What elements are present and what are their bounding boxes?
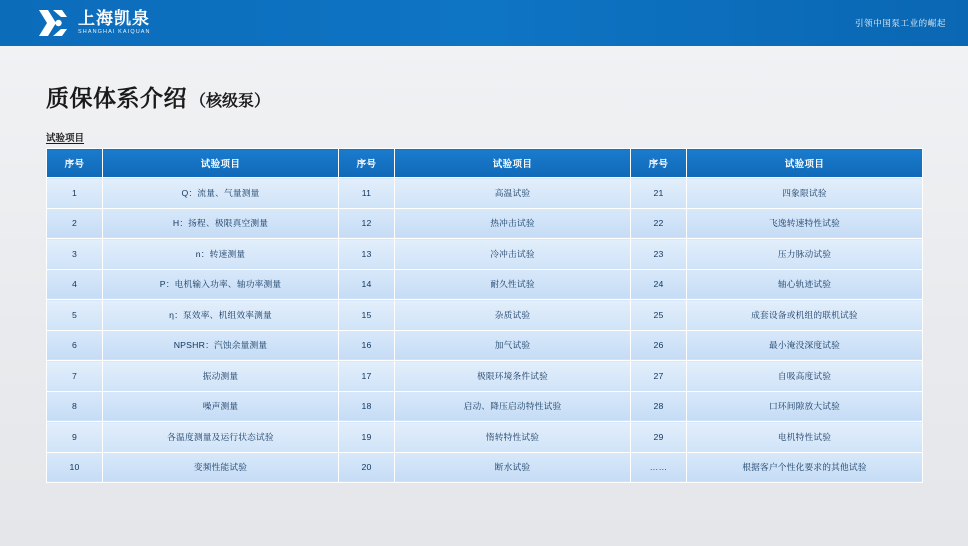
page-title (46, 80, 270, 113)
test-items-table (46, 148, 923, 483)
table-cell: 22 (631, 208, 687, 239)
table-cell: 23 (631, 239, 687, 270)
table-cell: 26 (631, 330, 687, 361)
table-row (47, 208, 923, 239)
table-cell: H：扬程、极限真空测量 (103, 208, 339, 239)
table-cell: 8 (47, 391, 103, 422)
table-cell: 29 (631, 422, 687, 453)
table-cell: 高温试验 (395, 178, 631, 209)
table-cell: 杂质试验 (395, 300, 631, 331)
table-cell: 启动、降压启动特性试验 (395, 391, 631, 422)
table-cell: 4 (47, 269, 103, 300)
table-cell: 15 (339, 300, 395, 331)
table-cell: 6 (47, 330, 103, 361)
table-row (47, 361, 923, 392)
table-cell: 13 (339, 239, 395, 270)
table-header-cell: 序号 (631, 149, 687, 178)
table-cell: 四象限试验 (687, 178, 923, 209)
page-title-sub: （核级泵） (190, 93, 271, 110)
table-cell: 1 (47, 178, 103, 209)
table-cell: 冷冲击试验 (395, 239, 631, 270)
table-cell: 7 (47, 361, 103, 392)
table-row (47, 300, 923, 331)
table-cell: 口环间隙放大试验 (687, 391, 923, 422)
header-slogan: 引领中国泵工业的崛起 (854, 18, 946, 28)
page-title-main: 质保体系介绍 (46, 85, 187, 111)
table-cell: 加气试验 (395, 330, 631, 361)
table-cell: 9 (47, 422, 103, 453)
test-items-table-wrapper (46, 148, 922, 483)
table-row (47, 178, 923, 209)
table-header-cell: 试验项目 (103, 149, 339, 178)
kaiquan-logo-icon (36, 7, 70, 39)
logo-english-name: SHANGHAI KAIQUAN (78, 29, 151, 35)
table-cell: 25 (631, 300, 687, 331)
table-cell: 压力脉动试验 (687, 239, 923, 270)
table-row (47, 391, 923, 422)
table-cell: 27 (631, 361, 687, 392)
table-cell: …… (631, 452, 687, 483)
table-cell: 17 (339, 361, 395, 392)
table-cell: 惰转特性试验 (395, 422, 631, 453)
table-cell: 12 (339, 208, 395, 239)
table-cell: 最小淹没深度试验 (687, 330, 923, 361)
table-row (47, 239, 923, 270)
page-header (0, 0, 968, 46)
table-cell: 热冲击试验 (395, 208, 631, 239)
table-cell: 电机特性试验 (687, 422, 923, 453)
table-cell: 断水试验 (395, 452, 631, 483)
table-cell: 变频性能试验 (103, 452, 339, 483)
table-cell: 10 (47, 452, 103, 483)
table-cell: 18 (339, 391, 395, 422)
table-cell: 振动测量 (103, 361, 339, 392)
table-cell: 21 (631, 178, 687, 209)
table-cell: 自吸高度试验 (687, 361, 923, 392)
table-cell: 5 (47, 300, 103, 331)
table-cell: 20 (339, 452, 395, 483)
table-cell: 轴心轨迹试验 (687, 269, 923, 300)
table-cell: η：泵效率、机组效率测量 (103, 300, 339, 331)
table-header-cell: 试验项目 (687, 149, 923, 178)
section-label: 试验项目 (46, 133, 85, 144)
table-cell: 极限环境条件试验 (395, 361, 631, 392)
table-cell: 28 (631, 391, 687, 422)
table-cell: 成套设备或机组的联机试验 (687, 300, 923, 331)
table-cell: 3 (47, 239, 103, 270)
table-row (47, 422, 923, 453)
table-header-cell: 序号 (47, 149, 103, 178)
table-cell: 16 (339, 330, 395, 361)
table-row (47, 269, 923, 300)
table-cell: 19 (339, 422, 395, 453)
table-cell: 耐久性试验 (395, 269, 631, 300)
table-cell: Q：流量、气量测量 (103, 178, 339, 209)
table-row (47, 452, 923, 483)
table-header-cell: 试验项目 (395, 149, 631, 178)
table-cell: 11 (339, 178, 395, 209)
table-cell: 飞逸转速特性试验 (687, 208, 923, 239)
table-cell: 2 (47, 208, 103, 239)
table-cell: n：转速测量 (103, 239, 339, 270)
table-cell: P：电机输入功率、轴功率测量 (103, 269, 339, 300)
table-cell: NPSHR：汽蚀余量测量 (103, 330, 339, 361)
table-cell: 14 (339, 269, 395, 300)
table-cell: 噪声测量 (103, 391, 339, 422)
table-header-row (47, 149, 923, 178)
table-row (47, 330, 923, 361)
logo-text (78, 10, 151, 36)
table-cell: 根据客户个性化要求的其他试验 (687, 452, 923, 483)
logo-chinese-name: 上海凯泉 (78, 9, 150, 28)
table-header-cell: 序号 (339, 149, 395, 178)
company-logo (36, 0, 151, 46)
table-cell: 各温度测量及运行状态试验 (103, 422, 339, 453)
table-cell: 24 (631, 269, 687, 300)
